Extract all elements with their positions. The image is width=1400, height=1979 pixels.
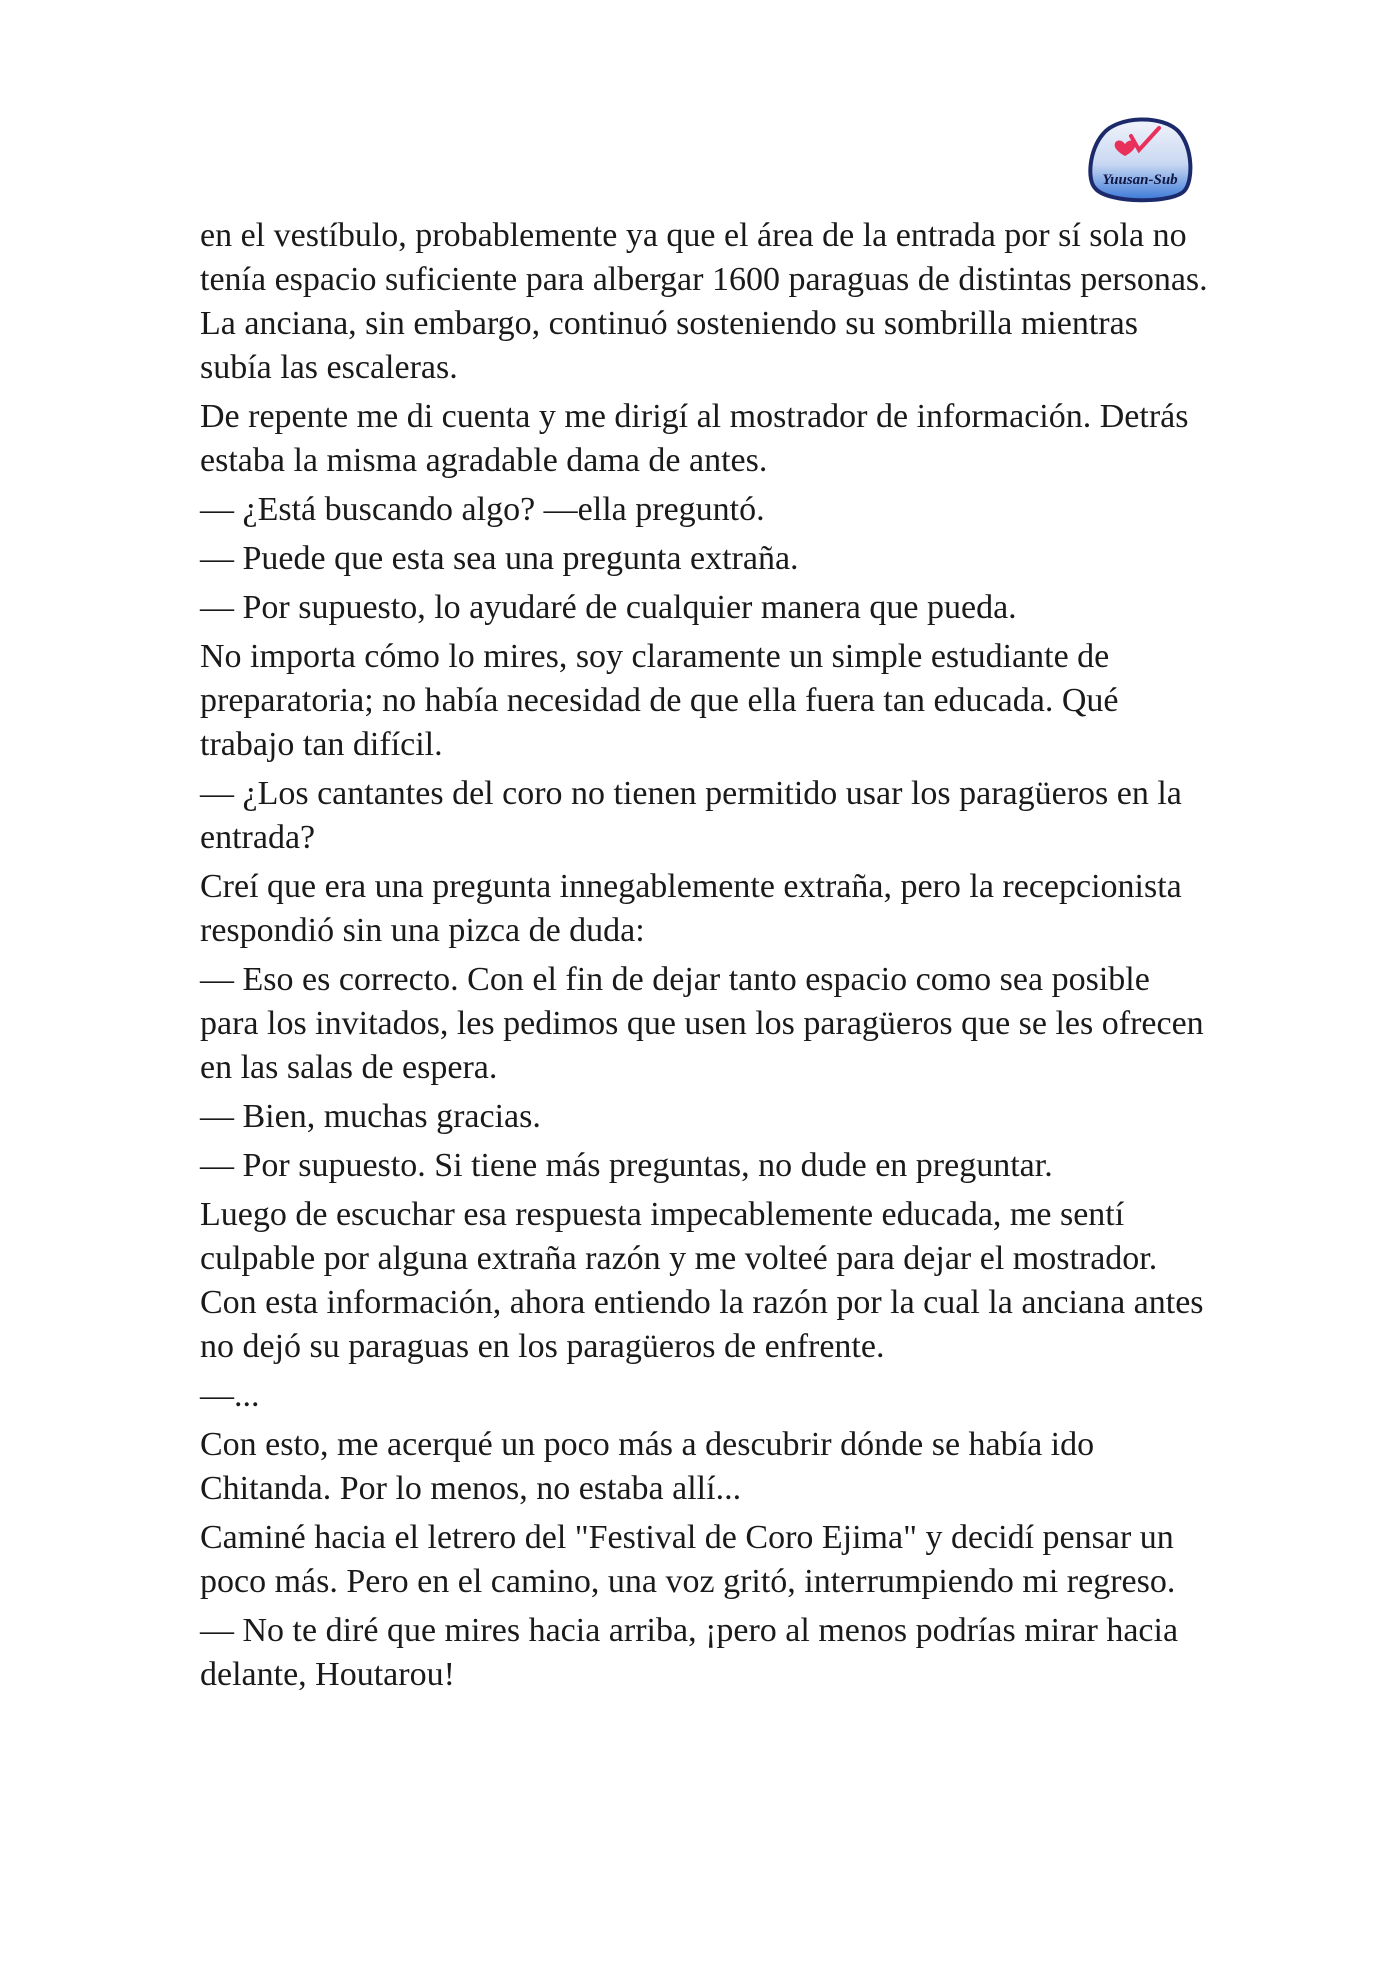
paragraph-3: No importa cómo lo mires, soy claramente un simple estudiante de preparatoria; no había necesidad de que ella fuera tan educada. Qué trabajo tan difícil. [200, 638, 1119, 763]
logo-text: Yuusan-Sub [1102, 172, 1178, 188]
chapter-text [200, 214, 1210, 1702]
paragraph-5: Luego de escuchar esa respuesta impecablemente educada, me sentí culpable por alguna extraña razón y me volteé para dejar el mostrador. Con esta información, ahora entiendo la razón por la cual la anciana antes no dejó su paraguas en los paragüeros de enfrente. [200, 1196, 1204, 1365]
dialogue-line-8: —... [200, 1377, 260, 1414]
yuusan-sub-logo [1085, 110, 1195, 208]
dialogue-line-9: — No te diré que mires hacia arriba, ¡pero al menos podrías mirar hacia delante, Houtarou! [200, 1612, 1179, 1693]
dialogue-line-6: — Bien, muchas gracias. [200, 1098, 541, 1135]
dialogue-line-4: — ¿Los cantantes del coro no tienen permitido usar los paragüeros en la entrada? [200, 775, 1182, 856]
paragraph-7: Caminé hacia el letrero del "Festival de Coro Ejima" y decidí pensar un poco más. Pero en el camino, una voz gritó, interrumpiendo mi regreso. [200, 1519, 1176, 1600]
yuusan-sub-logo-graphic [1085, 110, 1195, 208]
paragraph-1: en el vestíbulo, probablemente ya que el área de la entrada por sí sola no tenía espacio suficiente para albergar 1600 paraguas de distintas personas. La anciana, sin embargo, continuó sosteniendo su sombrilla mientras subía las escaleras. [200, 217, 1208, 386]
dialogue-line-3: — Por supuesto, lo ayudaré de cualquier manera que pueda. [200, 589, 1017, 626]
dialogue-line-1: — ¿Está buscando algo? —ella preguntó. [200, 491, 765, 528]
dialogue-line-7: — Por supuesto. Si tiene más preguntas, no dude en preguntar. [200, 1147, 1053, 1184]
dialogue-line-2: — Puede que esta sea una pregunta extraña. [200, 540, 799, 577]
paragraph-6: Con esto, me acerqué un poco más a descubrir dónde se había ido Chitanda. Por lo menos, no estaba allí... [200, 1426, 1095, 1507]
dialogue-line-5: — Eso es correcto. Con el fin de dejar tanto espacio como sea posible para los invitados, les pedimos que usen los paragüeros que se les ofrecen en las salas de espera. [200, 961, 1204, 1086]
logo-blob-shape [1090, 119, 1190, 200]
paragraph-2: De repente me di cuenta y me dirigí al mostrador de información. Detrás estaba la misma agradable dama de antes. [200, 398, 1189, 479]
paragraph-4: Creí que era una pregunta innegablemente extraña, pero la recepcionista respondió sin una pizca de duda: [200, 868, 1182, 949]
